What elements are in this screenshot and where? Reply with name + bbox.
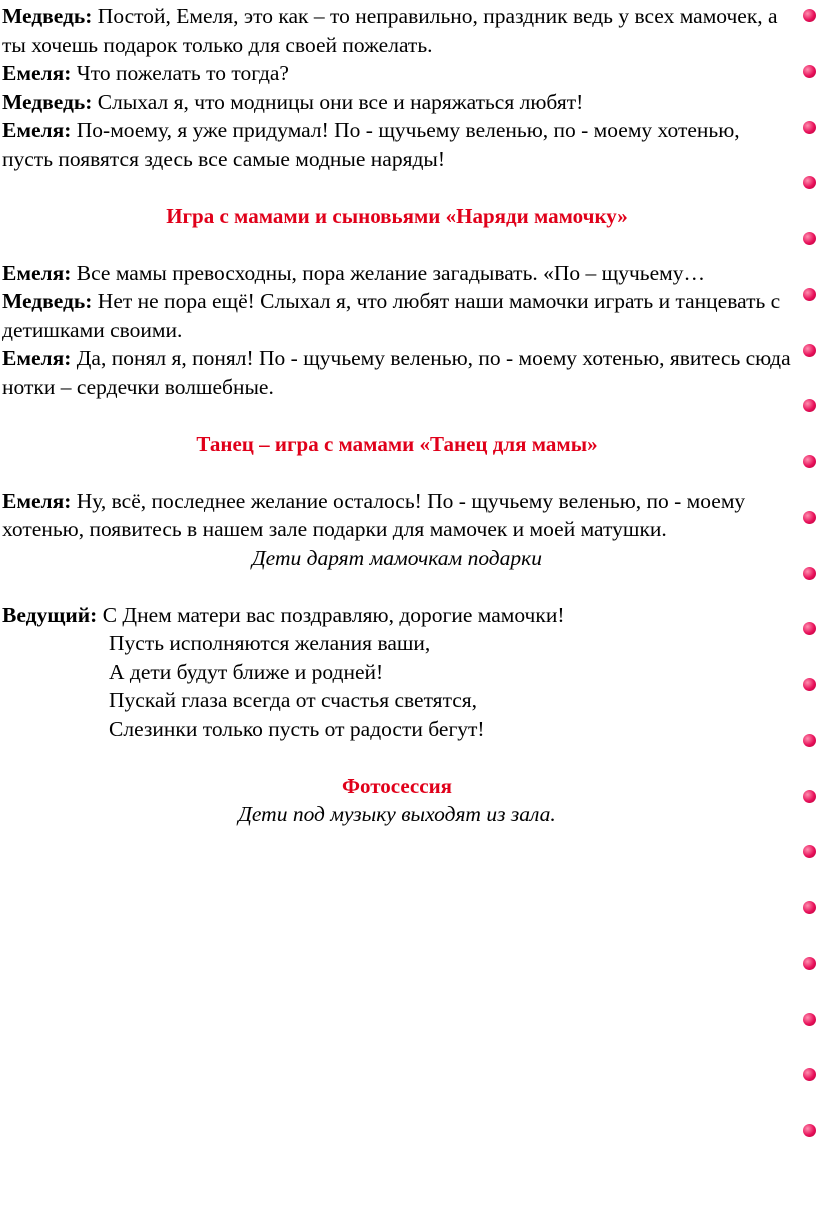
pink-bullet-icon (803, 1013, 816, 1026)
dialogue-text: Ну, всё, последнее желание осталось! По - щучьему веленью, по - моему хотенью, появитесь в нашем зале подарки для мамочек и моей матушки. (2, 488, 746, 541)
dialogue-line (2, 88, 792, 117)
poem-line: А дети будут ближе и родней! (109, 659, 384, 684)
pink-bullet-icon (803, 1124, 816, 1137)
speaker-name: Емеля: (2, 61, 72, 85)
dialogue-line (2, 2, 792, 59)
spacer (2, 572, 792, 601)
poem-line: Пускай глаза всегда от счастья светятся, (109, 688, 478, 712)
speaker-name: Емеля: (2, 346, 72, 370)
dialogue-line (2, 59, 792, 88)
dialogue-text: Все мамы превосходны, пора желание загадывать. «По – щучьему… (71, 260, 705, 285)
pink-bullet-icon (803, 901, 816, 914)
spacer (2, 173, 792, 202)
speaker-name: Медведь: (2, 89, 93, 114)
dialogue-line (2, 116, 792, 173)
speaker-name: Емеля: (2, 488, 72, 513)
dialogue-text: Да, понял я, понял! По - щучьему веленью, по - моему хотенью, явитесь сюда нотки – сердечки волшебные. (2, 346, 791, 399)
pink-bullet-icon (803, 1068, 816, 1081)
pink-bullet-icon (803, 232, 816, 245)
host-line (2, 601, 792, 630)
decorative-bullet-column (800, 0, 816, 1210)
dialogue-text: Слыхал я, что модницы они все и наряжаться любят! (92, 89, 584, 114)
dialogue-text: Нет не пора ещё! Слыхал я, что любят наши мамочки играть и танцевать с детишками своими. (2, 289, 781, 342)
dialogue-line (2, 287, 792, 344)
speaker-name: Медведь: (2, 4, 93, 28)
pink-bullet-icon (803, 121, 816, 134)
pink-bullet-icon (803, 455, 816, 468)
dialogue-text: По-моему, я уже придумал! По - щучьему веленью, по - моему хотенью, пусть появятся здесь все самые модные наряды! (2, 118, 740, 171)
pink-bullet-icon (803, 9, 816, 22)
pink-bullet-icon (803, 65, 816, 78)
pink-bullet-icon (803, 678, 816, 691)
pink-bullet-icon (803, 511, 816, 524)
poem-line: Пусть исполняются желания ваши, (109, 631, 431, 655)
speaker-name: Емеля: (2, 260, 72, 285)
speaker-name: Емеля: (2, 118, 72, 142)
spacer (2, 458, 792, 487)
spacer (2, 743, 792, 772)
speaker-name: Медведь: (2, 289, 93, 313)
section-heading-dance: Танец – игра с мамами «Танец для мамы» (196, 431, 598, 456)
dialogue-text: Что пожелать то тогда? (71, 61, 289, 85)
dialogue-line (2, 344, 792, 401)
pink-bullet-icon (803, 176, 816, 189)
dialogue-line (2, 487, 792, 544)
speaker-name: Ведущий: (2, 602, 98, 627)
stage-direction: Дети под музыку выходят из зала. (238, 802, 556, 826)
poem-line: Слезинки только пусть от радости бегут! (109, 716, 485, 741)
pink-bullet-icon (803, 288, 816, 301)
pink-bullet-icon (803, 957, 816, 970)
pink-bullet-icon (803, 399, 816, 412)
host-text: С Днем матери вас поздравляю, дорогие мамочки! (97, 602, 565, 627)
pink-bullet-icon (803, 734, 816, 747)
pink-bullet-icon (803, 567, 816, 580)
spacer (2, 230, 792, 259)
document-content (2, 2, 792, 829)
dialogue-text: Постой, Емеля, это как – то неправильно, праздник ведь у всех мамочек, а ты хочешь подарок только для своей пожелать. (2, 4, 778, 57)
pink-bullet-icon (803, 344, 816, 357)
spacer (2, 401, 792, 430)
pink-bullet-icon (803, 845, 816, 858)
stage-direction: Дети дарят мамочкам подарки (252, 545, 542, 570)
pink-bullet-icon (803, 622, 816, 635)
dialogue-line (2, 259, 792, 288)
section-heading-game: Игра с мамами и сыновьями «Наряди мамочку» (166, 203, 628, 228)
pink-bullet-icon (803, 790, 816, 803)
section-heading-photo: Фотосессия (341, 773, 453, 798)
